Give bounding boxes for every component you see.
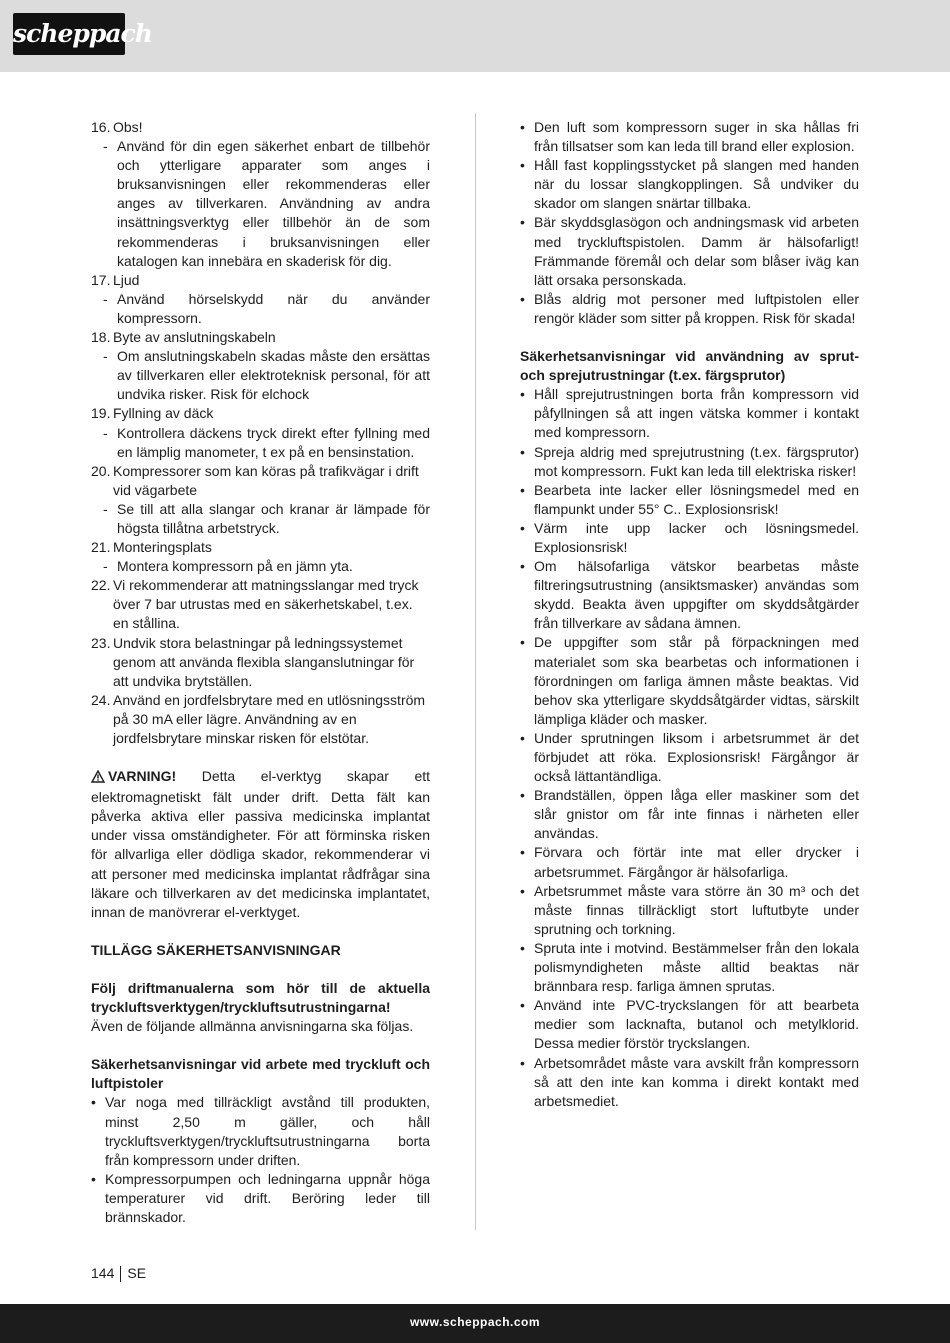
item-number: 22. [91,577,111,594]
warning-label: VARNING! [108,768,177,785]
scheppach-logo: scheppach [13,13,125,55]
sub-item [91,137,430,271]
numbered-item [91,462,430,500]
sub-item-text: Se till att alla slangar och kranar är lämpade för högsta tillåtna arbetstryck. [117,500,430,536]
bullet-item [520,882,859,939]
bullet-marker: • [91,1094,96,1111]
sub-item [91,557,430,576]
subheading-compressed-air: Säkerhetsanvisningar vid arbete med tryckluft och luftpistoler [91,1056,430,1092]
left-column [91,118,430,1227]
item-number: 23. [91,634,111,651]
numbered-list [91,118,430,748]
bullet-marker: • [520,787,525,804]
sub-item-text: Använd för din egen säkerhet enbart de tillbehör och ytterligare apparater som anges i bruksanvisningen eller rekommenderas eller anges av tillverkaren. Användning av andra insättningsverktyg eller tillbehör än de som rekommenderas i bruksanvisningen eller katalogen kan innebära en skaderisk för dig. [117,138,430,269]
dash-marker: - [103,500,108,517]
bullet-marker: • [520,519,525,536]
footer-bar [0,1304,950,1343]
dash-marker: - [103,138,108,155]
bullet-text: Brandställen, öppen låga eller maskiner som det slår gnistor om får inte finnas i närheten eller användas. [534,787,859,842]
bullet-marker: • [520,844,525,861]
bullet-text: Spruta inte i motvind. Bestämmelser från den lokala polismyndigheten måste alltid beaktas när brännbara resp. farliga ämnen sprutas. [534,939,859,995]
intro-bold: Följ driftmanualerna som hör till de aktuella tryckluftsverktygen/tryckluftsutrustningarna! [91,979,430,1016]
bullet-item [520,786,859,843]
item-number: 21. [91,539,111,556]
bullet-marker: • [520,882,525,899]
bullet-marker: • [520,214,525,231]
bullet-text: Om hälsofarliga vätskor bearbetas måste filtreringsutrustning (ansiktsmasker) användas som skydd. Beakta även uppgifter om skyddsåtgärder från tillverkare av sådana ämnen. [534,558,859,632]
bullet-item [520,557,859,633]
numbered-item [91,328,430,347]
numbered-item [91,118,430,137]
bullet-text: Använd inte PVC-tryckslangen för att bearbeta medier som lacknafta, butanol och metylklorid. Dessa medier förstör tryckslangen. [534,997,859,1052]
bullet-item [520,729,859,786]
warning-triangle-icon [91,769,105,788]
bullet-marker: • [520,634,525,651]
bullet-item [520,996,859,1053]
bullet-item [520,213,859,289]
bullet-item [520,633,859,728]
bullet-text: Håll sprejutrustningen borta från kompressorn vid påfyllningen så att ingen vätska kommer i kontakt med kompressorn. [534,386,859,441]
bullet-text: Arbetsområdet måste vara avskilt från kompressorn så att den inte kan komma i direkt kontakt med arbetsmediet. [534,1054,859,1109]
item-number: 16. [91,119,111,135]
bullet-item [91,1093,430,1169]
item-number: 24. [91,691,111,708]
item-title: Fyllning av däck [113,405,214,422]
page-footer [91,1264,146,1283]
bullet-marker: • [520,997,525,1014]
sub-item [91,347,430,404]
sub-item [91,500,430,538]
sub-item-text: Använd hörselskydd när du använder kompressorn. [117,290,430,326]
numbered-item [91,691,430,748]
dash-marker: - [103,348,108,365]
bullet-item [520,481,859,519]
bullet-item [520,843,859,881]
bullet-marker: • [520,157,525,174]
page-header [0,0,950,72]
bullet-item [520,156,859,213]
bullet-text: Håll fast kopplingsstycket på slangen med handen när du lossar slangkopplingen. Så undviker du skador om slangen snärtar tillbaka. [534,157,859,212]
bullet-text: Blås aldrig mot personer med luftpistolen eller rengör kläder som sitter på kroppen. Risk för skada! [534,290,859,326]
bullet-marker: • [91,1170,96,1187]
numbered-item [91,271,430,290]
bullet-item [520,1054,859,1111]
column-divider [475,113,476,1230]
bullet-marker: • [520,386,525,403]
numbered-item [91,634,430,691]
bullet-item [520,385,859,442]
numbered-item [91,404,430,423]
intro-text: Även de följande allmänna anvisningarna ska följas. [91,1018,414,1035]
bullet-item [520,939,859,996]
bullet-list-air-pistols [520,118,859,328]
warning-text: Detta el-verktyg skapar ett elektromagnetiskt fält under drift. Detta fält kan påverka aktiva eller passiva medicinska implantat under vissa omständigheter. För att förminska risken för allvarliga eller dödliga skador, rekommenderar vi att personer med medicinska implantat rådfrågar sina läkare och tillverkaren av det medicinska implantatet, innan de manövrerar el-verktyget. [91,768,431,920]
website-link[interactable]: www.scheppach.com [409,1315,541,1329]
sub-item [91,290,430,328]
bullet-marker: • [520,729,525,746]
item-title: Använd en jordfelsbrytare med en utlösningsström på 30 mA eller lägre. Användning av en jordfelsbrytare minskar risken för elstötar. [113,691,426,746]
item-number: 17. [91,271,111,288]
bullet-text: Kompressorpumpen och ledningarna uppnår höga temperaturer vid drift. Beröring leder till brännskador. [105,1170,430,1225]
bullet-item [520,118,859,156]
bullet-marker: • [520,443,525,460]
item-title: Obs! [113,119,143,135]
item-number: 18. [91,329,111,346]
bullet-item [520,443,859,481]
right-column [520,118,859,1111]
bullet-text: Bär skyddsglasögon och andningsmask vid arbeten med tryckluftspistolen. Damm är hälsofarligt! Främmande föremål och delar som blåser iväg kan lätt orsaka personskada. [534,214,859,288]
item-title: Vi rekommenderar att matningsslangar med tryck över 7 bar utrustas med en säkerhetskabel, t.ex. en stållina. [113,577,419,632]
bullet-marker: • [520,939,525,956]
bullet-text: Under sprutningen liksom i arbetsrummet är det förbjudet att röka. Explosionsrisk! Färgångor är också lättantändliga. [534,729,859,785]
item-title: Byte av anslutningskabeln [113,329,276,346]
warning-paragraph [91,767,430,922]
footer-separator [120,1266,121,1282]
item-title: Monteringsplats [113,539,212,556]
subheading-spray-equipment: Säkerhetsanvisningar vid användning av sprut- och sprejutrustningar (t.ex. färgsprutor) [520,348,859,384]
bullet-text: Förvara och förtär inte mat eller drycker i arbetsrummet. Färgångor är hälsofarliga. [534,844,859,880]
bullet-text: De uppgifter som står på förpackningen med materialet som ska bearbetas och informationen i förordningen om farliga ämnen måste beaktas. Vid behov ska ytterligare skyddsåtgärder vidtas, särskilt lämpliga kläder och masker. [534,634,859,727]
item-number: 20. [91,462,111,479]
dash-marker: - [103,290,108,307]
sub-item-text: Kontrollera däckens tryck direkt efter fyllning med en lämplig manometer, t ex på en bensinstation. [117,424,430,460]
bullet-text: Arbetsrummet måste vara större än 30 m³ och det måste finnas tillräckligt stort luftutbyte under sprutning och torkning. [534,882,859,937]
bullet-text: Bearbeta inte lacker eller lösningsmedel med en flampunkt under 55° C.. Explosionsrisk! [534,481,859,517]
bullet-text: Den luft som kompressorn suger in ska hållas fri från tillsatser som kan leda till brand eller explosion. [534,119,859,155]
dash-marker: - [103,424,108,441]
bullet-item [520,519,859,557]
bullet-text: Var noga med tillräckligt avstånd till produkten, minst 2,50 m gäller, och håll tryckluftsverktygen/tryckluftsutrustningarna borta från kompressorn under driften. [105,1094,430,1168]
item-title: Undvik stora belastningar på ledningssystemet genom att använda flexibla slanganslutningar för att undvika brytställen. [113,634,415,689]
sub-item-text: Montera kompressorn på en jämn yta. [117,558,353,575]
sub-item-text: Om anslutningskabeln skadas måste den ersättas av tillverkaren eller elektroteknisk personal, för att undvika risker. Risk för elchock [117,348,430,403]
dash-marker: - [103,558,108,575]
bullet-marker: • [520,558,525,575]
page-number: 144 [91,1265,115,1281]
bullet-marker: • [520,481,525,498]
bullet-item [520,290,859,328]
item-title: Kompressorer som kan köras på trafikvägar i drift vid vägarbete [113,462,419,498]
sub-item [91,424,430,462]
bullet-item [91,1170,430,1227]
bullet-text: Värm inte upp lacker och lösningsmedel. Explosionsrisk! [534,519,859,555]
bullet-marker: • [520,290,525,307]
bullet-text: Spreja aldrig med sprejutrustning (t.ex. färgsprutor) mot kompressorn. Fukt kan leda till elektriska risker! [534,443,859,479]
section-heading: TILLÄGG SÄKERHETSANVISNINGAR [91,941,341,958]
item-title: Ljud [113,271,140,288]
bullet-marker: • [520,119,525,135]
bullet-list-spray-equipment [520,385,859,1111]
bullet-marker: • [520,1054,525,1071]
page-language: SE [127,1265,147,1281]
bullet-list-compressed-air [91,1093,430,1227]
numbered-item [91,538,430,557]
item-number: 19. [91,405,111,422]
numbered-item [91,576,430,633]
